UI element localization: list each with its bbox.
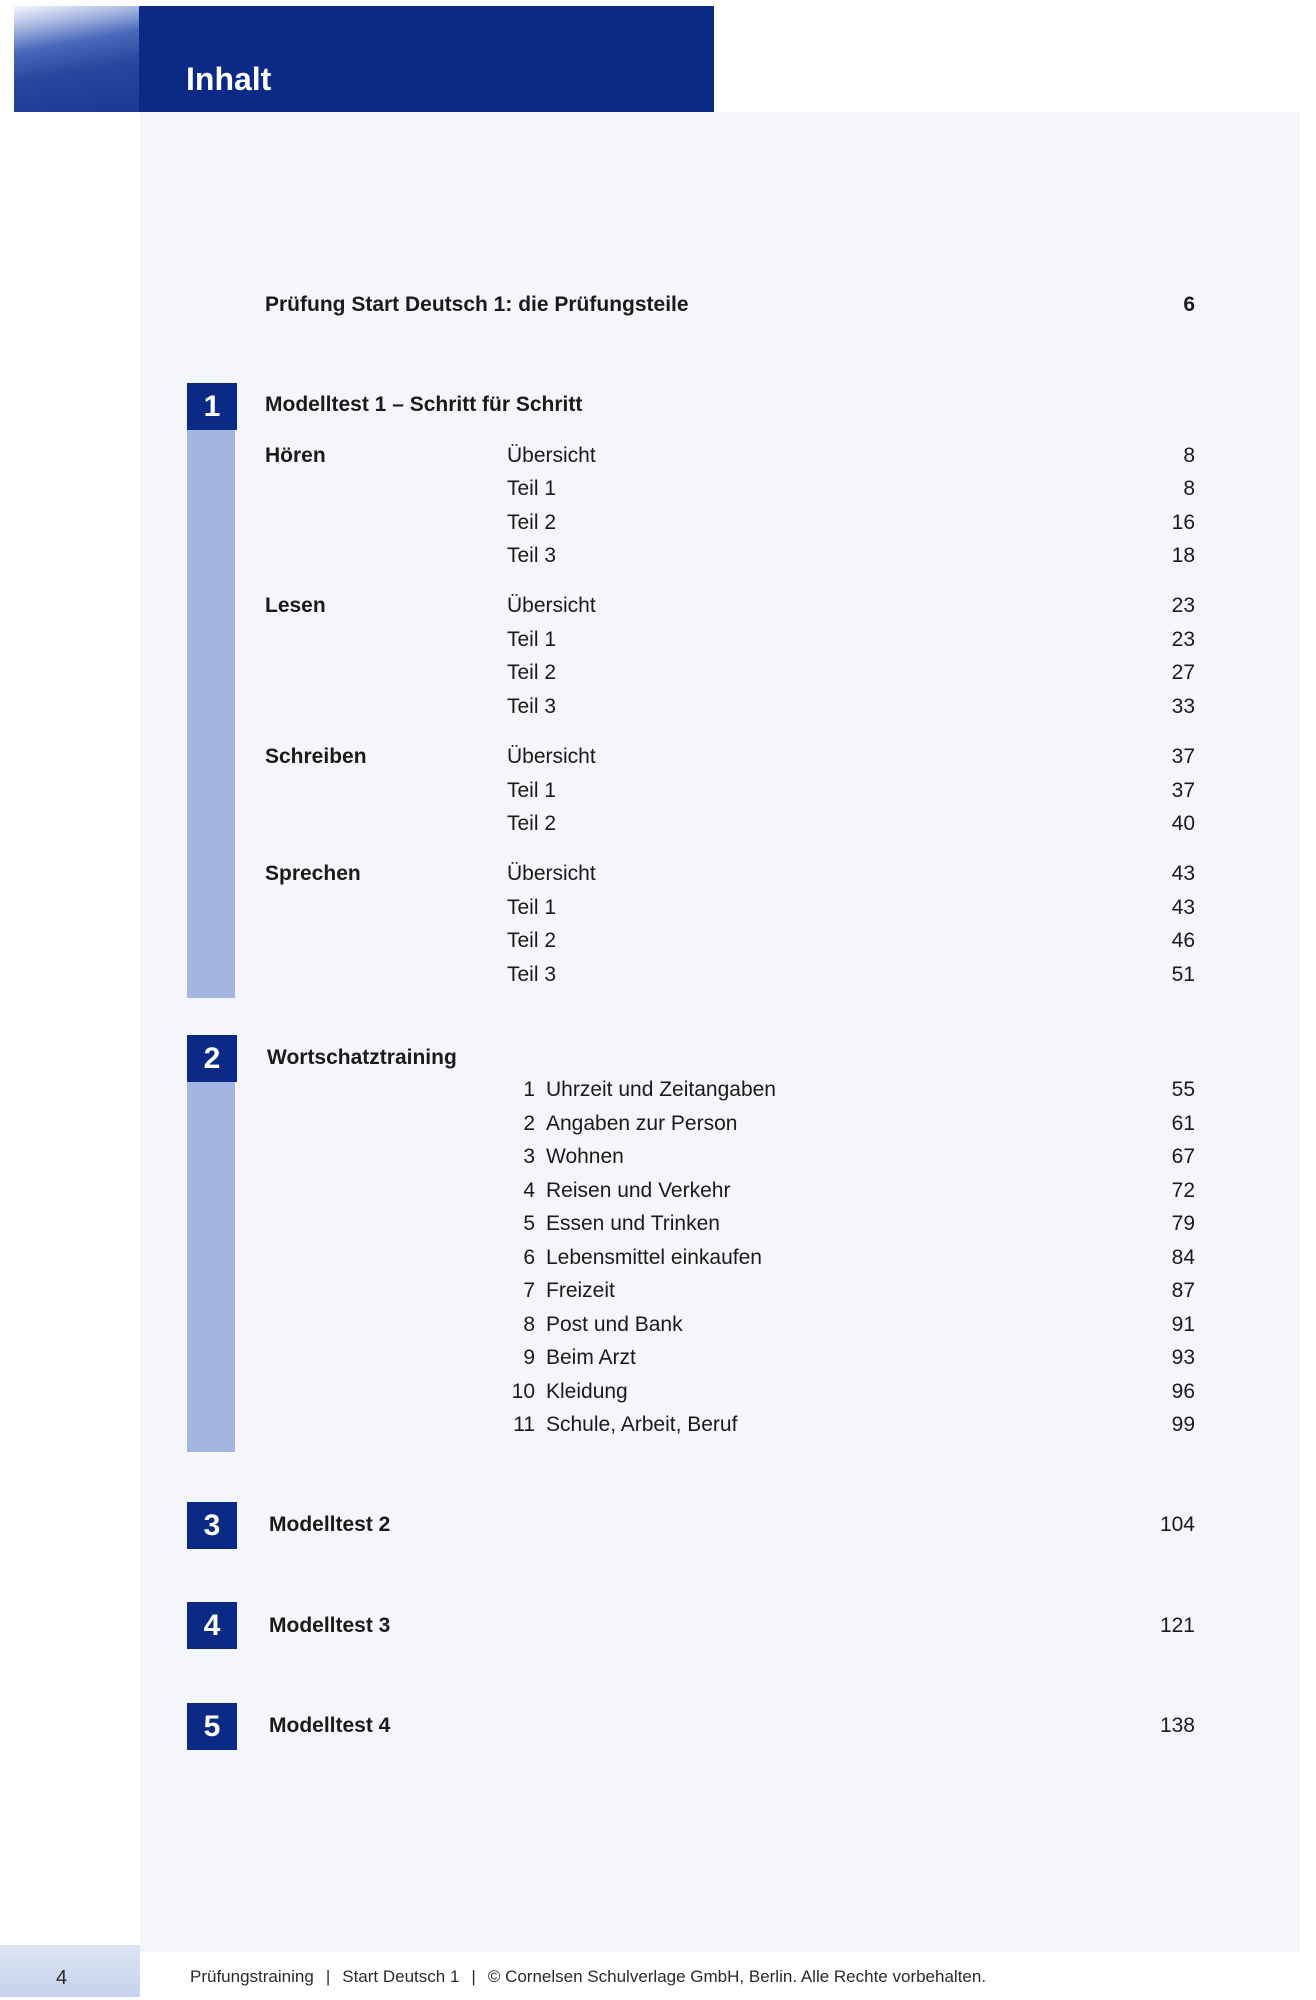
section-4-title: Modelltest 3 (269, 1614, 391, 1637)
toc-entry-label: Teil 3 (507, 544, 557, 567)
toc-entry-label: Teil 2 (507, 812, 557, 835)
topic-page: 91 (1171, 1313, 1195, 1336)
group-lesen-title: Lesen (265, 594, 326, 617)
footer-separator: | (325, 1967, 331, 1986)
toc-entry-page: 8 (1183, 477, 1195, 500)
topic-page: 93 (1171, 1346, 1195, 1369)
topic-label: Lebensmittel einkaufen (546, 1246, 762, 1269)
topic-index: 1 (523, 1078, 535, 1101)
topic-page: 55 (1171, 1078, 1195, 1101)
toc-entry-label: Übersicht (507, 862, 596, 885)
toc-entry-page: 37 (1171, 779, 1195, 802)
topic-page: 72 (1171, 1179, 1195, 1202)
topic-index: 10 (511, 1380, 535, 1403)
group-sprechen-title: Sprechen (265, 862, 361, 885)
topic-page: 87 (1171, 1279, 1195, 1302)
topic-page: 99 (1171, 1413, 1195, 1436)
footer-tab (0, 1945, 140, 1997)
section-5-number-box: 5 (187, 1703, 237, 1750)
section-4-number-box: 4 (187, 1602, 237, 1649)
topic-index: 7 (523, 1279, 535, 1302)
toc-entry-page: 8 (1183, 444, 1195, 467)
toc-entry-label: Übersicht (507, 745, 596, 768)
section-2-number-box: 2 (187, 1035, 237, 1082)
toc-entry-page: 37 (1171, 745, 1195, 768)
topic-label: Angaben zur Person (546, 1112, 738, 1135)
group-schreiben-title: Schreiben (265, 745, 367, 768)
toc-entry-label: Teil 1 (507, 628, 557, 651)
section-5-page: 138 (1159, 1714, 1195, 1737)
topic-index: 9 (523, 1346, 535, 1369)
footer-credits (190, 1963, 986, 1991)
footer-series: Prüfungstraining (190, 1967, 314, 1986)
toc-entry-page: 27 (1171, 661, 1195, 684)
section-1-bar (187, 383, 235, 998)
toc-entry-page: 51 (1171, 963, 1195, 986)
topic-label: Reisen und Verkehr (546, 1179, 731, 1202)
footer-separator: | (471, 1967, 476, 1986)
toc-entry-label: Teil 3 (507, 695, 557, 718)
topic-label: Beim Arzt (546, 1346, 636, 1369)
topic-index: 4 (523, 1179, 535, 1202)
topic-page: 67 (1171, 1145, 1195, 1168)
toc-entry-label: Teil 2 (507, 511, 557, 534)
toc-entry-label: Teil 1 (507, 477, 557, 500)
toc-entry-page: 18 (1171, 544, 1195, 567)
topic-index: 5 (523, 1212, 535, 1235)
section-2-title: Wortschatztraining (267, 1046, 457, 1069)
topic-page: 79 (1171, 1212, 1195, 1235)
toc-entry-page: 16 (1171, 511, 1195, 534)
section-3-title: Modelltest 2 (269, 1513, 391, 1536)
section-5-title: Modelltest 4 (269, 1714, 391, 1737)
footer-product: Start Deutsch 1 (342, 1967, 460, 1986)
intro-title: Prüfung Start Deutsch 1: die Prüfungsteile (265, 293, 689, 316)
group-hoeren-title: Hören (265, 444, 326, 467)
toc-entry-page: 23 (1171, 628, 1195, 651)
section-2-bar (187, 1035, 235, 1452)
toc-entry-page: 33 (1171, 695, 1195, 718)
header-photo-edge (14, 6, 139, 112)
intro-page: 6 (1183, 293, 1195, 316)
topic-index: 2 (523, 1112, 535, 1135)
section-3-number-box: 3 (187, 1502, 237, 1549)
footer-page-number: 4 (56, 1967, 68, 1989)
topic-page: 96 (1171, 1380, 1195, 1403)
toc-entry-label: Teil 3 (507, 963, 557, 986)
topic-page: 61 (1171, 1112, 1195, 1135)
page-background (140, 112, 1300, 1952)
toc-entry-page: 46 (1171, 929, 1195, 952)
page-title: Inhalt (186, 61, 272, 97)
topic-index: 6 (523, 1246, 535, 1269)
topic-index: 8 (523, 1313, 535, 1336)
toc-entry-label: Übersicht (507, 594, 596, 617)
topic-label: Post und Bank (546, 1313, 683, 1336)
section-1-number-box: 1 (187, 383, 237, 430)
toc-entry-page: 43 (1171, 862, 1195, 885)
toc-entry-page: 40 (1171, 812, 1195, 835)
topic-index: 3 (523, 1145, 535, 1168)
toc-entry-label: Teil 1 (507, 779, 557, 802)
topic-label: Kleidung (546, 1380, 628, 1403)
section-3-page: 104 (1159, 1513, 1195, 1536)
section-1-title: Modelltest 1 – Schritt für Schritt (265, 393, 583, 416)
toc-entry-label: Teil 2 (507, 929, 557, 952)
toc-entry-page: 43 (1171, 896, 1195, 919)
topic-label: Uhrzeit und Zeitangaben (546, 1078, 776, 1101)
toc-entry-page: 23 (1171, 594, 1195, 617)
footer-copyright: © Cornelsen Schulverlage GmbH, Berlin. Alle Rechte vorbehalten. (487, 1967, 987, 1986)
topic-label: Essen und Trinken (546, 1212, 720, 1235)
topic-label: Schule, Arbeit, Beruf (546, 1413, 738, 1436)
topic-label: Wohnen (546, 1145, 624, 1168)
topic-label: Freizeit (546, 1279, 615, 1302)
section-4-page: 121 (1159, 1614, 1195, 1637)
toc-entry-label: Teil 2 (507, 661, 557, 684)
topic-index: 11 (513, 1413, 535, 1436)
topic-page: 84 (1171, 1246, 1195, 1269)
toc-entry-label: Übersicht (507, 444, 596, 467)
toc-entry-label: Teil 1 (507, 896, 557, 919)
